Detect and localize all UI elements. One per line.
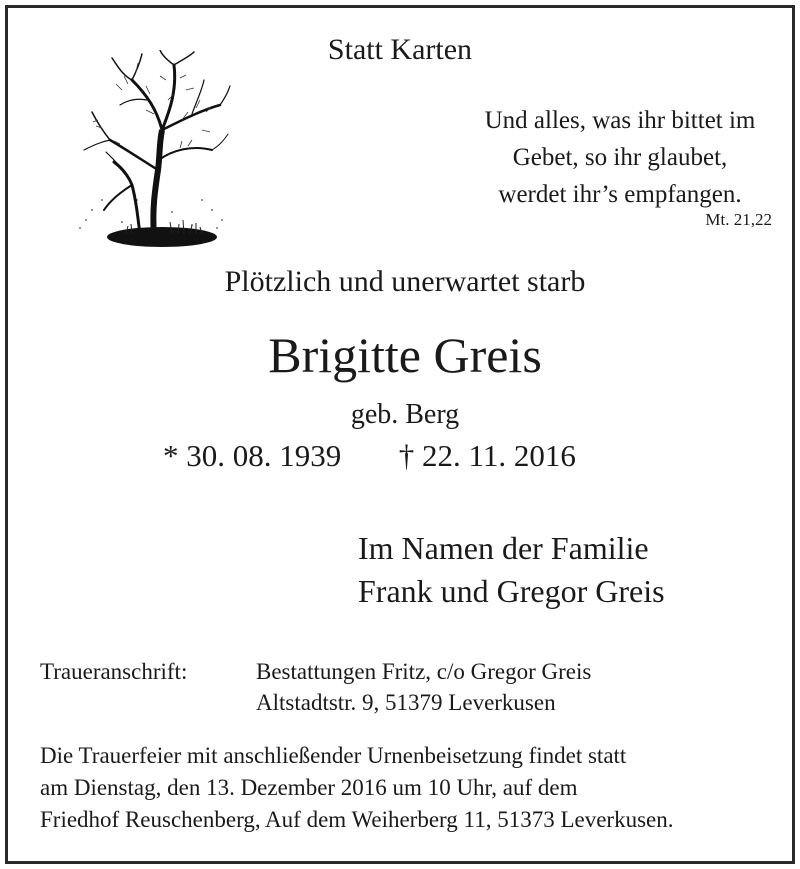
life-dates <box>163 438 576 474</box>
deceased-name: Brigitte Greis <box>268 327 542 383</box>
address-label: Traueranschrift: <box>40 659 188 684</box>
maiden-name: geb. Berg <box>350 399 460 430</box>
ceremony-line: Friedhof Reuschenberg, Auf dem Weiherberg 11, 51373 Leverkusen. <box>40 807 674 832</box>
ceremony-line: am Dienstag, den 13. Dezember 2016 um 10 Uhr, auf dem <box>40 775 578 800</box>
verse-line: Und alles, was ihr bittet im <box>484 107 756 134</box>
family-line-2: Frank und Gregor Greis <box>358 573 665 609</box>
ceremony-details <box>40 740 780 836</box>
birth-symbol: * <box>163 438 179 473</box>
tree-icon <box>62 50 232 255</box>
death-date: 22. 11. 2016 <box>422 438 576 473</box>
announcement-intro: Plötzlich und unerwartet starb <box>224 265 586 298</box>
verse-line: werdet ihr’s empfangen. <box>498 181 742 208</box>
death-symbol: † <box>398 438 415 473</box>
verse-line: Gebet, so ihr glaubet, <box>512 144 728 171</box>
verse-reference: Mt. 21,22 <box>705 210 772 229</box>
family-line-1: Im Namen der Familie <box>358 530 649 566</box>
birth-date: 30. 08. 1939 <box>186 438 342 473</box>
bible-verse <box>450 102 790 213</box>
address-line-1: Bestattungen Fritz, c/o Gregor Greis <box>256 659 592 684</box>
address-line-2: Altstadtstr. 9, 51379 Leverkusen <box>256 690 556 715</box>
header-title: Statt Karten <box>327 33 473 66</box>
ceremony-line: Die Trauerfeier mit anschließender Urnenbeisetzung findet statt <box>40 743 627 768</box>
